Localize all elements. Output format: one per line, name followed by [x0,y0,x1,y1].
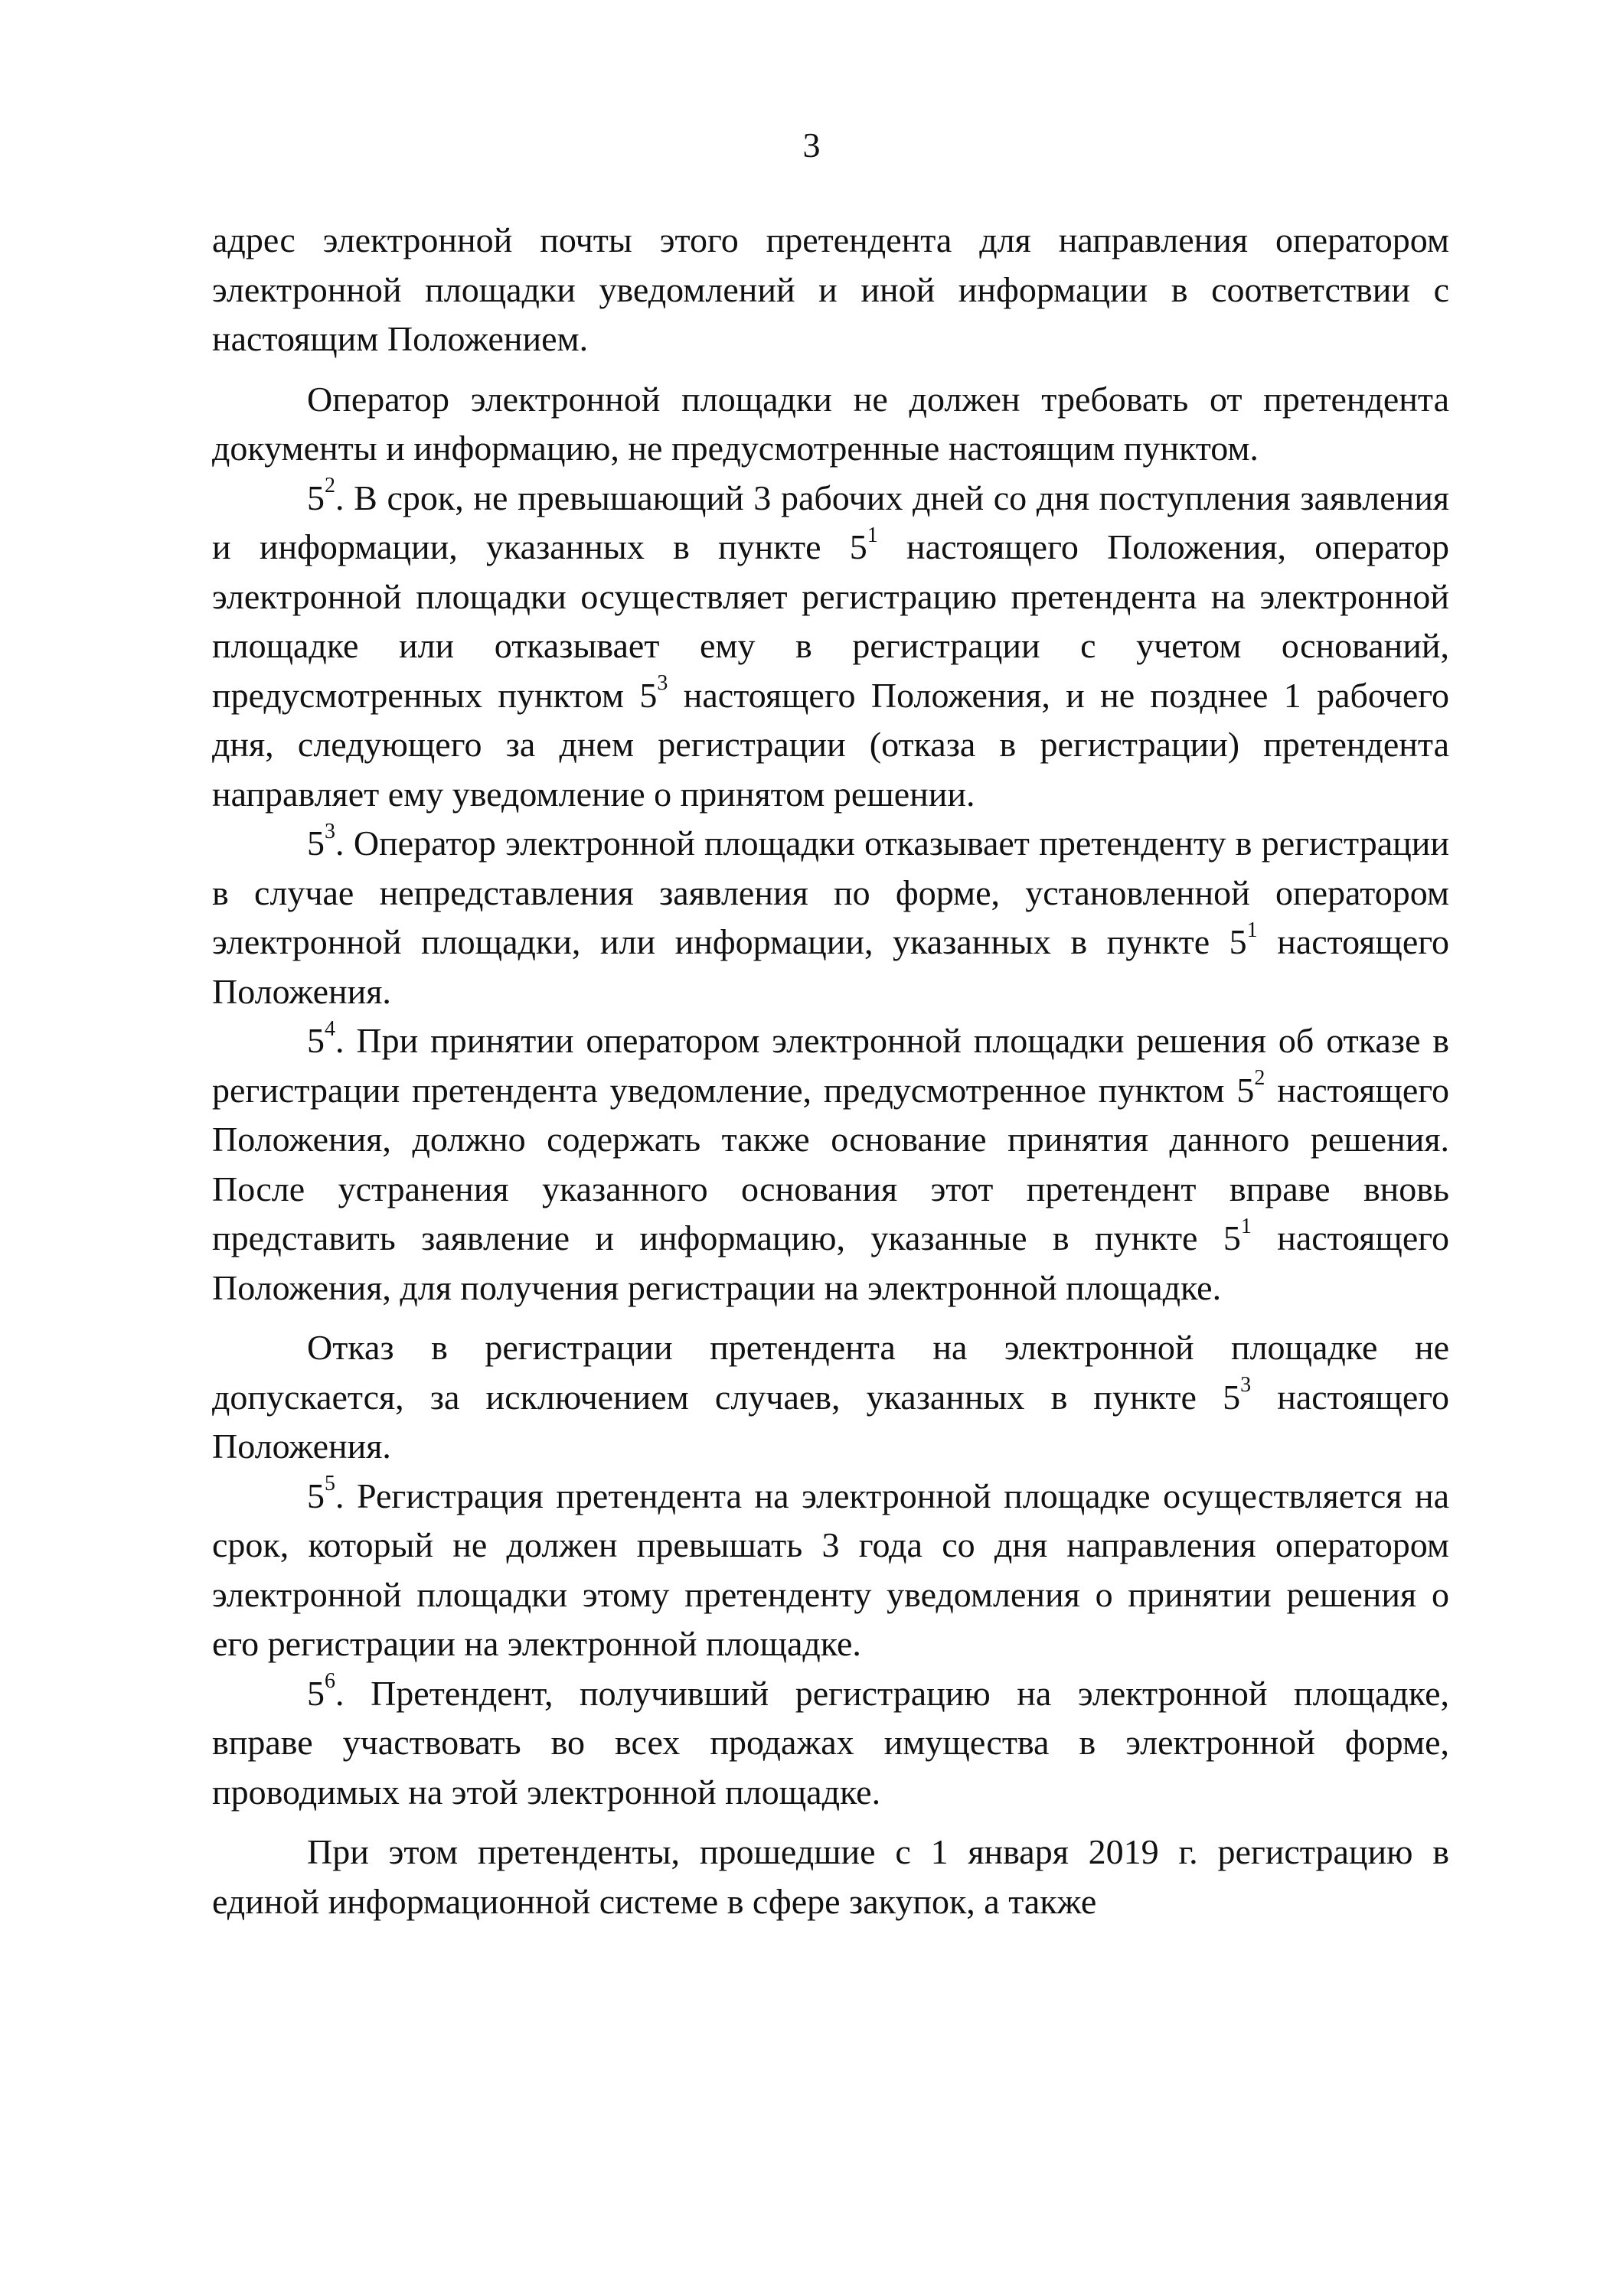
paragraph-clause-5-5: $5^5$. Регистрация претендента на электронной площадке осуществляется на срок, который не должен превышать 3 года со дня направления оператором электронной площадки этому претенденту уведомления о принятии решения о его регистрации на электронной площадке. [212,1472,1449,1663]
page-number: 3 [802,126,821,165]
paragraph-clause-5-2: $5^2$. В срок, не превышающий 3 рабочих дней со дня поступления заявления и информации, указанных в пункте $5^1$ настоящего Положения, оператор электронной площадки осуществляет регистрацию претендента на электронной площадке или отказывает ему в регистрации с учетом оснований, предусмотренных пунктом $5^3$ настоящего Положения, и не позднее 1 рабочего дня, следующего за днем регистрации (отказа в регистрации) претендента направляет ему уведомление о принятом решении. [212,474,1449,814]
paragraph-clause-5-4: $5^4$. При принятии оператором электронной площадки решения об отказе в регистрации претендента уведомление, предусмотренное пунктом $5^2$ настоящего Положения, должно содержать также основание принятия данного решения. После устранения указанного основания этот претендент вправе вновь представить заявление и информацию, указанные в пункте $5^1$ настоящего Положения, для получения регистрации на электронной площадке. [212,1016,1449,1307]
clause-reference: $5^1$ [849,523,878,566]
clause-number: $5^5$ [307,1472,335,1515]
paragraph-operator-requirements: Оператор электронной площадки не должен требовать от претендента документы и информацию, не предусмотренные настоящим пунктом. [212,379,1449,468]
clause-reference: $5^3$ [1223,1373,1252,1417]
paragraph-continuation: адрес электронной почты этого претендента для направления оператором электронной площадки уведомлений и иной информации в соответствии с настоящим Положением. [212,220,1449,358]
clause-reference: $5^1$ [1223,1214,1252,1257]
clause-reference: $5^3$ [639,671,668,715]
clause-number: $5^3$ [307,819,335,863]
paragraph-refusal-restriction: Отказ в регистрации претендента на электронной площадке не допускается, за исключением случаев, указанных в пункте $5^3$ настоящего Положения. [212,1328,1449,1466]
clause-number: $5^2$ [307,474,335,517]
document-body [212,216,1449,1926]
clause-reference: $5^2$ [1236,1066,1265,1110]
clause-number: $5^4$ [307,1016,335,1060]
paragraph-eis-registration: При этом претенденты, прошедшие с 1 января 2019 г. регистрацию в единой информационной системе в сфере закупок, а также [212,1832,1449,1921]
clause-reference: $5^1$ [1229,918,1258,961]
paragraph-clause-5-6: $5^6$. Претендент, получивший регистрацию на электронной площадке, вправе участвовать во всех продажах имущества в электронной форме, проводимых на этой электронной площадке. [212,1669,1449,1812]
clause-number: $5^6$ [307,1669,335,1713]
paragraph-clause-5-3: $5^3$. Оператор электронной площадки отказывает претенденту в регистрации в случае непредставления заявления по форме, установленной оператором электронной площадки, или информации, указанных в пункте $5^1$ настоящего Положения. [212,819,1449,1011]
